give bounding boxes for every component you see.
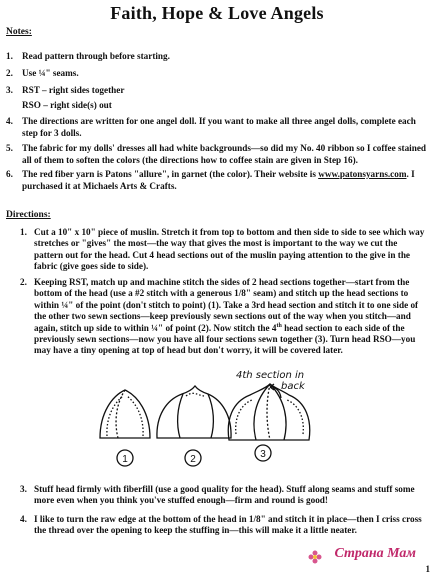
direction-text: I like to turn the raw edge at the bottom of the head in 1/8" and stitch it in place—then I criss cross the thread over the opening to keep the stuffing in—this will make it a little neater. — [34, 514, 422, 536]
figure-2-seam-right — [208, 394, 213, 438]
figure-3-label: 3 — [260, 449, 266, 460]
annotation-line-2: back — [281, 381, 305, 392]
website-link[interactable]: www.patonsyarns.com — [318, 169, 407, 179]
figure-1-outline — [100, 390, 150, 438]
note-text: The red fiber yarn is Patons "allure", in garnet (the color). Their website is www.patonsyarns.com. I purchased it at Michaels Arts & Crafts. — [22, 169, 415, 191]
note-number: 1. — [6, 51, 13, 61]
note-text: Use ¼" seams. — [22, 68, 79, 78]
note-text: RSO – right side(s) out — [22, 100, 112, 110]
note-number: 6. — [6, 169, 13, 179]
page-number: 1 — [425, 564, 430, 574]
direction-number: 1. — [20, 227, 27, 237]
notes-heading: Notes: — [6, 27, 32, 37]
note-text: Read pattern through before starting. — [22, 51, 170, 61]
annotation-line-1: 4th section in — [236, 370, 305, 381]
note-text: RST – right sides together — [22, 85, 125, 95]
figure-1-seam — [116, 390, 125, 438]
watermark: Страна Мам — [334, 546, 416, 561]
note-text: The directions are written for one angel doll. If you want to make all three angel dolls, complete each step for 3 dolls. — [22, 116, 416, 138]
direction-number: 4. — [20, 514, 27, 524]
direction-number: 3. — [20, 484, 27, 494]
direction-text: Stuff head firmly with fiberfill (use a good quality for the head). Stuff along seams and stuff some more even when you think you've stuffed enough—firm and round is good! — [34, 484, 415, 506]
direction-text: Keeping RST, match up and machine stitch the sides of 2 head sections together—start from the bottom of the head (use a #2 stitch with a generous 1/8" seam) and stitch up the head sections to within ¼" of the point (don't stitch to point) (1). Take a 3rd head section and stitch it to one side of the other two sewn sections—keep previously sewn sections out of the way when you stitch—and again, stitch up side to within ¼" of point (2). Now stitch the 4th head section to each side of the previously sewn sections—now you have all four sections sewn together (3). Turn head RSO—you may have a tiny opening at top of head but don't worry, it will be covered later. — [34, 277, 419, 356]
head-assembly-diagrams — [0, 368, 434, 480]
direction-number: 2. — [20, 277, 27, 287]
figure-1-label: 1 — [122, 454, 128, 465]
note-number: 5. — [6, 143, 13, 153]
note-number: 2. — [6, 68, 13, 78]
figure-2-label: 2 — [190, 454, 196, 465]
direction-text: Cut a 10" x 10" piece of muslin. Stretch it from top to bottom and then side to side to see which way stretches or "gives" the most—the way that gives the most is important to the way we cut the pattern out for the head. Cut 4 head sections out of the muslin paying attention to the give in the fabric (give goes side to side). — [34, 227, 425, 272]
figure-2-outline — [157, 386, 231, 438]
note-text: The fabric for my dolls' dresses all had white backgrounds—so did my No. 40 ribbon so I coffee stained all of them to soften the colors (the directions how to coffee stain are given in Step 16). — [22, 143, 427, 165]
note-number: 4. — [6, 116, 13, 126]
flower-logo-icon — [308, 550, 322, 564]
directions-heading: Directions: — [6, 210, 51, 220]
head-sections-illustration — [0, 368, 434, 480]
note-number: 3. — [6, 85, 13, 95]
figure-3-back-seam — [267, 384, 270, 440]
figure-2-seam-left — [178, 394, 183, 438]
page-title: Faith, Hope & Love Angels — [110, 3, 324, 23]
